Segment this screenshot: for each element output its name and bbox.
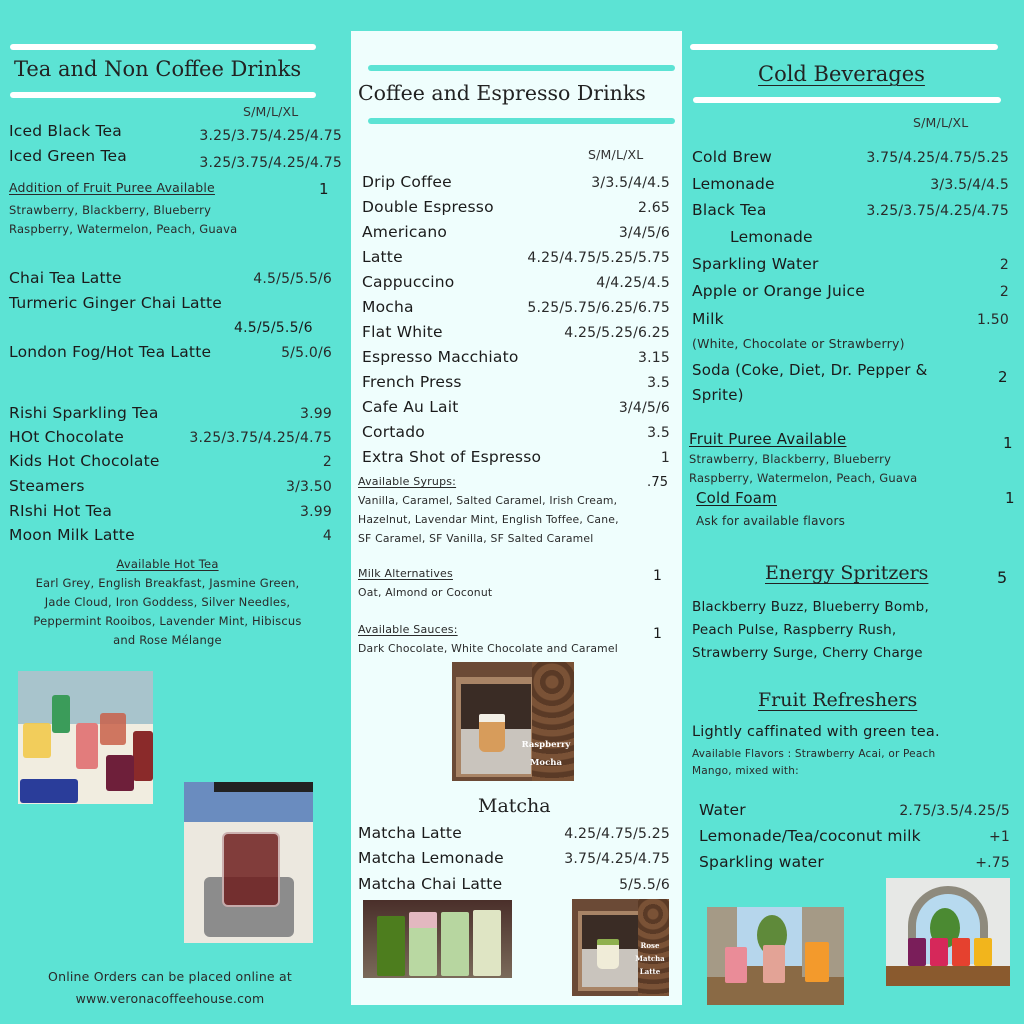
item-price: 3.75/4.25/4.75/5.25 [866,150,1009,166]
item-price: 5/5.0/6 [281,345,332,361]
item-price: 2.75/3.5/4.25/5 [899,803,1010,819]
brush-divider [10,92,316,98]
item-name: Moon Milk Latte [9,526,135,544]
item-price: +.75 [975,855,1010,871]
section-title-refreshers: Fruit Refreshers [758,689,918,711]
item-name: Cafe Au Lait [362,398,459,416]
item-name: Americano [362,223,448,241]
cold-foam-label: Cold Foam [696,489,777,507]
fruit-puree-flavors-2: Raspberry, Watermelon, Peach, Guava [9,222,238,236]
menu-item [358,849,670,867]
item-name: Turmeric Ginger Chai Latte [9,294,223,312]
item-name: Milk [692,310,724,328]
refreshers-tagline: Lightly caffinated with green tea. [692,724,940,740]
item-price: 5/5.5/6 [619,877,670,893]
promo-caption-line: Rose [640,941,660,950]
menu-item [692,175,1009,193]
item-name: Apple or Orange Juice [692,282,865,300]
milk-alternatives-list: Oat, Almond or Coconut [358,586,493,599]
menu-item [362,298,670,316]
fruit-puree-label: Addition of Fruit Puree Available [9,180,215,195]
website-link[interactable]: www.veronacoffeehouse.com [75,991,265,1006]
menu-item [692,310,1009,328]
menu-item [9,147,342,171]
item-name: French Press [362,373,462,391]
menu-item [362,448,670,466]
item-name: Kids Hot Chocolate [9,452,160,470]
item-name: Cortado [362,423,425,441]
item-price: 3.25/3.75/4.25/4.75 [199,128,342,144]
soda-price: 2 [998,368,1008,386]
item-price: 2 [999,284,1009,300]
sauces-price: 1 [653,626,663,642]
item-price: 4 [322,528,332,544]
flavors-note-line: Mango, mixed with: [692,765,799,777]
item-name: Matcha Latte [358,824,462,842]
item-name: Latte [362,248,403,266]
menu-item [9,343,332,361]
item-price: 3.5 [647,375,670,391]
online-orders-note [0,966,340,1010]
fruit-puree-label: Fruit Puree Available [689,430,847,448]
item-name: Espresso Macchiato [362,348,519,366]
item-name-continued: Lemonade [730,228,813,246]
fruit-puree-price: 1 [1003,434,1013,452]
item-price: 3.25/3.75/4.25/4.75 [199,155,342,171]
menu-item [362,398,670,416]
flavors-note-line: Available Flavors : Strawberry Acai, or Peach [692,748,936,760]
spritzers-price: 5 [997,568,1008,587]
menu-item [9,502,332,520]
tea-column [0,0,345,1024]
menu-item [362,423,670,441]
hot-tea-line: Jade Cloud, Iron Goddess, Silver Needles, [44,595,291,609]
spritzer-line: Strawberry Surge, Cherry Charge [692,645,923,661]
refreshers-photo-1 [707,907,844,1005]
size-header: S/M/L/XL [588,147,644,162]
sauces-list: Dark Chocolate, White Chocolate and Caramel [358,642,618,655]
item-name: Matcha Chai Latte [358,875,503,893]
item-price: 3/4/5/6 [618,225,670,241]
section-title-cold: Cold Beverages [758,62,925,86]
item-name: Sparkling Water [692,255,819,273]
item-price: +1 [988,829,1010,845]
menu-item [692,148,1009,166]
menu-item [362,373,670,391]
item-price: 2 [322,454,332,470]
menu-item [692,282,1009,300]
soda-item [692,358,927,408]
item-name: Double Espresso [362,198,494,216]
item-price: 3.5 [647,425,670,441]
item-name: RIshi Hot Tea [9,502,113,520]
menu-item [699,827,1010,845]
menu-item [358,824,670,842]
item-name: Mocha [362,298,414,316]
item-name: Lemonade/Tea/coconut milk [699,827,921,845]
hot-tea-line: and Rose Mélange [113,633,222,647]
item-price: 3.25/3.75/4.25/4.75 [866,203,1009,219]
menu-item [9,526,332,544]
brush-divider [368,65,675,71]
spritzers-flavors [692,596,929,665]
sparkling-tea-photo [18,671,153,804]
menu-item [362,273,670,291]
brush-divider [10,44,316,50]
promo-caption-line: Latte [639,967,661,976]
brush-divider [690,44,998,50]
menu-item [9,477,332,495]
section-title-spritzers: Energy Spritzers [765,562,929,584]
item-price: 2.65 [638,200,670,216]
item-price: 4.25/5.25/6.25 [564,325,670,341]
refreshers-photo-2 [886,878,1010,986]
syrup-line: Vanilla, Caramel, Salted Caramel, Irish Cream, [358,494,618,507]
item-name: HOt Chocolate [9,428,125,446]
item-name: Cold Brew [692,148,773,166]
promo-caption-line: Raspberry [521,740,571,750]
item-name: Lemonade [692,175,775,193]
item-name: Extra Shot of Espresso [362,448,542,466]
menu-item [699,801,1010,819]
item-price: 4.25/4.75/5.25 [564,826,670,842]
rose-matcha-latte-photo [572,899,669,996]
item-price: 3.15 [638,350,670,366]
cold-beverages-column [685,0,1024,1024]
size-header: S/M/L/XL [243,104,299,119]
item-price: 4.5/5/5.5/6 [253,271,332,287]
item-name: Iced Black Tea [9,122,122,140]
item-price: 4/4.25/4.5 [596,275,670,291]
milk-alternatives-price: 1 [653,568,663,584]
syrup-line: SF Caramel, SF Vanilla, SF Salted Caramel [358,532,594,545]
section-title-tea: Tea and Non Coffee Drinks [14,57,302,81]
menu-item [362,198,670,216]
menu-item [9,452,332,470]
menu-item [358,875,670,893]
syrups-label: Available Syrups: [358,475,457,488]
item-name-continued: Sprite) [692,386,744,404]
hot-tea-label: Available Hot Tea [116,557,219,571]
menu-item [362,223,670,241]
item-name: Soda (Coke, Diet, Dr. Pepper & [692,361,928,379]
item-price: 1.50 [977,312,1009,328]
menu-item [362,323,670,341]
promo-caption [632,939,668,978]
item-price: 3/3.5/4/4.5 [591,175,670,191]
menu-item [9,404,332,422]
menu-item [9,269,332,287]
brush-divider [368,118,675,124]
menu-item [362,173,670,191]
item-price: 3/3.5/4/4.5 [930,177,1009,193]
item-price: 5.25/5.75/6.25/6.75 [527,300,670,316]
brush-divider [693,97,1001,103]
syrups-price: .75 [647,475,669,490]
spritzer-line: Peach Pulse, Raspberry Rush, [692,622,897,638]
item-name: Flat White [362,323,443,341]
section-title-coffee: Coffee and Espresso Drinks [358,81,646,105]
promo-caption [518,736,574,772]
item-price: 2 [999,257,1009,273]
item-name: Chai Tea Latte [9,269,122,287]
raspberry-mocha-photo [452,662,574,781]
menu-item [692,255,1009,273]
milk-alternatives-label: Milk Alternatives [358,567,453,580]
item-name: Cappuccino [362,273,455,291]
menu-item [362,348,670,366]
size-header: S/M/L/XL [913,115,969,130]
cold-foam-note: Ask for available flavors [696,514,846,528]
fruit-puree-flavors-1: Strawberry, Blackberry, Blueberry [9,203,212,217]
menu-item [699,853,1010,871]
milk-flavors-note: (White, Chocolate or Strawberry) [692,336,905,351]
syrup-line: Hazelnut, Lavendar Mint, English Toffee, Cane, [358,513,619,526]
item-price: 1 [660,450,670,466]
item-name: Drip Coffee [362,173,452,191]
item-name: Matcha Lemonade [358,849,504,867]
coffee-panel [351,31,682,1005]
fruit-puree-flavors-1: Strawberry, Blackberry, Blueberry [689,452,892,466]
item-price: 3.99 [300,406,332,422]
menu-item [362,248,670,266]
item-name: Sparkling water [699,853,824,871]
item-price: 3/3.50 [286,479,332,495]
section-title-matcha: Matcha [478,795,551,817]
matcha-drinks-photo [363,900,512,978]
item-name: London Fog/Hot Tea Latte [9,343,212,361]
hot-tea-line: Peppermint Rooibos, Lavender Mint, Hibiscus [33,614,302,628]
item-name: Steamers [9,477,85,495]
item-price: 3.25/3.75/4.25/4.75 [189,430,332,446]
item-name: Iced Green Tea [9,147,127,165]
hot-tea-block [0,555,335,650]
cold-foam-price: 1 [1005,489,1015,507]
sauces-label: Available Sauces: [358,623,458,636]
fruit-puree-flavors-2: Raspberry, Watermelon, Peach, Guava [689,471,918,485]
spritzer-line: Blackberry Buzz, Blueberry Bomb, [692,599,929,615]
hot-tea-photo [184,782,313,943]
item-price: 4.5/5/5.5/6 [234,320,313,336]
hot-tea-line: Earl Grey, English Breakfast, Jasmine Green, [35,576,300,590]
item-price: 4.25/4.75/5.25/5.75 [527,250,670,266]
menu-item [9,428,332,446]
fruit-puree-price: 1 [319,180,329,198]
menu-item [692,201,1009,219]
item-name: Rishi Sparkling Tea [9,404,159,422]
item-price: 3.75/4.25/4.75 [564,851,670,867]
item-name: Black Tea [692,201,767,219]
online-orders-text: Online Orders can be placed online at [48,969,292,984]
promo-caption-line: Mocha [530,758,562,768]
promo-caption-line: Matcha [635,954,665,963]
refreshers-flavors-note [692,746,935,780]
syrups-list [358,491,619,548]
menu-item [9,122,342,144]
item-name: Water [699,801,746,819]
item-price: 3.99 [300,504,332,520]
item-price: 3/4/5/6 [618,400,670,416]
